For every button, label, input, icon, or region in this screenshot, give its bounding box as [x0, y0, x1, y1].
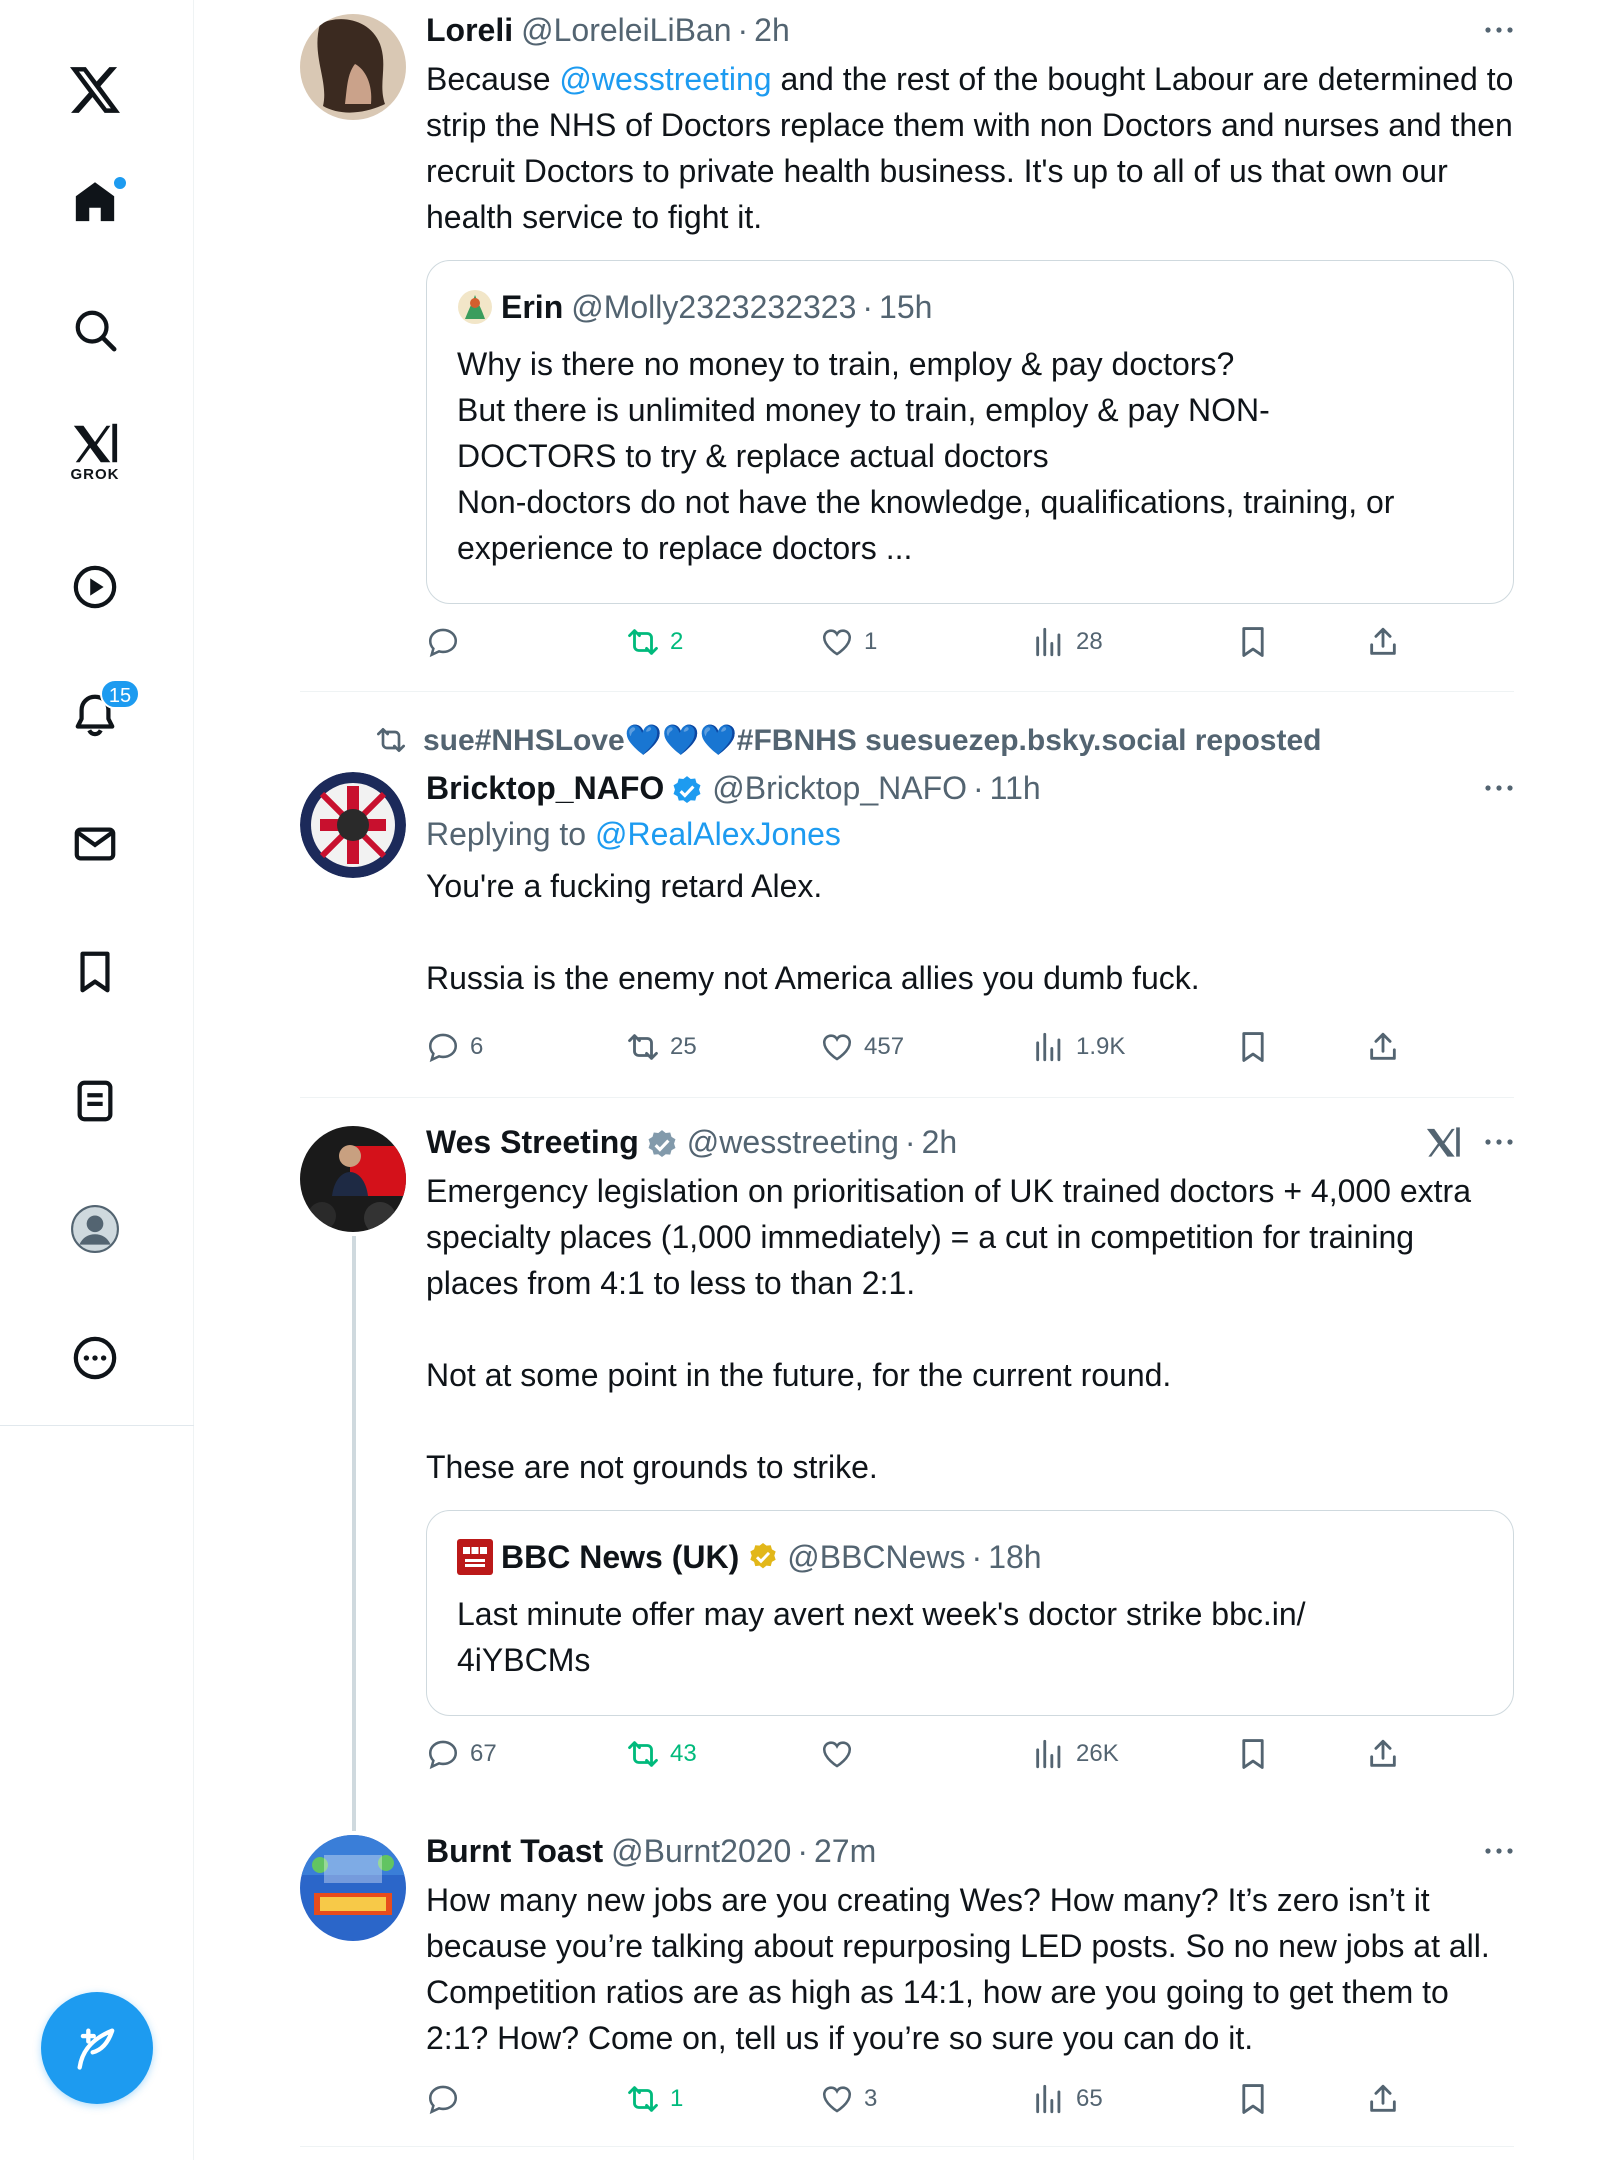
- sidebar-nav: [0, 0, 194, 2160]
- reply-button[interactable]: [426, 1732, 497, 1776]
- sidebar-item-grok[interactable]: [47, 404, 143, 500]
- sidebar-item-more[interactable]: [47, 1310, 143, 1406]
- replying-to: [426, 811, 1514, 857]
- compose-post-icon: [71, 2022, 123, 2074]
- mention-link[interactable]: @RealAlexJones: [594, 816, 841, 852]
- repost-button[interactable]: [626, 1025, 697, 1069]
- view-count: 65: [1076, 2085, 1103, 2112]
- tweet-header: [426, 10, 1514, 50]
- verified-gold-badge-icon: [747, 1541, 779, 1573]
- verified-badge-icon: [670, 774, 704, 808]
- repost-count: 43: [670, 1740, 697, 1767]
- ellipsis-icon: [1484, 1138, 1514, 1146]
- profile-icon: [70, 1204, 120, 1254]
- text-segment: Because: [426, 61, 560, 97]
- verified-badge-icon: [645, 1128, 679, 1162]
- view-count: 1.9K: [1076, 1033, 1126, 1060]
- separator-dot: ·: [737, 12, 749, 48]
- repost-count: 1: [670, 2085, 684, 2112]
- sidebar-item-bookmarks[interactable]: [47, 924, 143, 1020]
- thread-connector: [352, 1236, 356, 1831]
- sidebar-divider: [0, 1425, 194, 1426]
- repost-icon: [626, 625, 660, 659]
- like-button[interactable]: [820, 1025, 904, 1069]
- bookmark-button[interactable]: [1236, 1732, 1270, 1776]
- repost-button[interactable]: [626, 2077, 683, 2121]
- repost-icon: [626, 1030, 660, 1064]
- bookmark-icon: [1236, 1030, 1270, 1064]
- like-button[interactable]: [820, 2077, 877, 2121]
- author-handle[interactable]: @LoreleiLiBan: [521, 12, 732, 48]
- tweet-header: [426, 1122, 1514, 1162]
- sidebar-item-lists[interactable]: [47, 1053, 143, 1149]
- tweet-divider: [300, 691, 1514, 692]
- play-icon: [72, 564, 118, 610]
- more-options-button[interactable]: [1474, 1835, 1514, 1867]
- reply-button[interactable]: [426, 2077, 470, 2121]
- quote-header: [457, 1537, 1483, 1577]
- tweet-text: How many new jobs are you creating Wes? How many? It’s zero isn’t it because you’re talking about repurposing LED posts. So no new jobs at all. Competition ratios are as high as 14:1, how are you going to get them to 2:1? How? Come on, tell us if you’re so sure you can do it.: [426, 1882, 1499, 2056]
- ellipsis-icon: [1484, 1847, 1514, 1855]
- share-icon: [1366, 2082, 1400, 2116]
- sidebar-item-profile[interactable]: [47, 1181, 143, 1277]
- avatar[interactable]: [300, 1126, 406, 1232]
- reply-button[interactable]: [426, 620, 470, 664]
- share-icon: [1366, 1030, 1400, 1064]
- author-handle[interactable]: @Burnt2020: [611, 1833, 792, 1869]
- separator-dot: ·: [971, 1539, 983, 1575]
- tweet-text: You're a fucking retard Alex. Russia is the enemy not America allies you dumb fuck.: [426, 868, 1200, 996]
- avatar[interactable]: [300, 772, 406, 878]
- like-button[interactable]: [820, 620, 877, 664]
- views-button[interactable]: [1032, 620, 1103, 664]
- tweet-header: [426, 1831, 1514, 1871]
- separator-dot: ·: [797, 1833, 808, 1869]
- mail-icon: [72, 821, 118, 867]
- sidebar-item-home[interactable]: [47, 154, 143, 250]
- author-name[interactable]: Wes Streeting: [426, 1124, 639, 1160]
- quote-timestamp: 18h: [988, 1539, 1042, 1575]
- bookmark-button[interactable]: [1236, 620, 1270, 664]
- home-icon: [72, 179, 118, 225]
- views-icon: [1032, 625, 1066, 659]
- grok-icon: [70, 421, 120, 465]
- ellipsis-icon: [1484, 26, 1514, 34]
- sidebar-item-video[interactable]: [47, 539, 143, 635]
- like-count: 457: [864, 1033, 905, 1060]
- views-button[interactable]: [1032, 1732, 1119, 1776]
- timeline: [195, 0, 1620, 2160]
- reply-icon: [426, 1030, 460, 1064]
- author-handle[interactable]: @wesstreeting: [686, 1124, 899, 1160]
- avatar: [457, 289, 493, 325]
- quote-header: [457, 287, 1483, 327]
- timestamp[interactable]: 11h: [989, 770, 1041, 806]
- views-icon: [1032, 1030, 1066, 1064]
- share-button[interactable]: [1366, 2077, 1400, 2121]
- search-icon: [72, 307, 118, 353]
- repost-button[interactable]: [626, 620, 683, 664]
- bookmark-button[interactable]: [1236, 1025, 1270, 1069]
- bookmark-icon: [1236, 2082, 1270, 2116]
- tweet-header: [426, 768, 1514, 808]
- heart-icon: [820, 1737, 854, 1771]
- repost-count: 2: [670, 628, 684, 655]
- views-icon: [1032, 1737, 1066, 1771]
- quote-author-name: BBC News (UK): [501, 1539, 740, 1575]
- avatar[interactable]: [300, 1835, 406, 1941]
- share-button[interactable]: [1366, 1025, 1400, 1069]
- separator-dot: ·: [904, 1124, 916, 1160]
- x-logo-icon[interactable]: [47, 42, 143, 138]
- grok-icon: [1424, 1124, 1462, 1160]
- author-name[interactable]: Bricktop_NAFO: [426, 770, 665, 806]
- tweet-actions: [426, 1025, 1514, 1069]
- repost-icon: [626, 2082, 660, 2116]
- views-button[interactable]: [1032, 1025, 1125, 1069]
- view-count: 28: [1076, 628, 1103, 655]
- sidebar-item-messages[interactable]: [47, 796, 143, 892]
- sidebar-item-notifications[interactable]: [47, 667, 143, 763]
- timestamp[interactable]: 2h: [754, 12, 790, 48]
- reply-icon: [426, 2082, 460, 2116]
- replying-to-label: Replying to: [426, 816, 595, 852]
- bookmark-icon: [1236, 625, 1270, 659]
- more-circle-icon: [72, 1335, 118, 1381]
- bookmark-icon: [1236, 1737, 1270, 1771]
- tweet-actions: [426, 620, 1514, 664]
- new-posts-dot: [112, 175, 128, 191]
- author-name[interactable]: Loreli: [426, 12, 514, 48]
- repost-button[interactable]: [626, 1732, 697, 1776]
- like-count: 3: [864, 2085, 878, 2112]
- quote-author-handle: @BBCNews: [787, 1539, 966, 1575]
- reply-count: 6: [470, 1033, 484, 1060]
- avatar[interactable]: [300, 14, 406, 120]
- view-count: 26K: [1076, 1740, 1119, 1767]
- grok-label: GROK: [70, 466, 120, 483]
- quoted-tweet[interactable]: [426, 1510, 1514, 1716]
- list-icon: [72, 1078, 118, 1124]
- reply-icon: [426, 1737, 460, 1771]
- views-icon: [1032, 2082, 1066, 2116]
- like-count: 1: [864, 628, 878, 655]
- separator-dot: ·: [862, 289, 874, 325]
- compose-post-button[interactable]: [41, 1992, 153, 2104]
- separator-dot: ·: [973, 770, 984, 806]
- timestamp[interactable]: 2h: [921, 1124, 958, 1160]
- reposted-by: [375, 720, 1321, 760]
- reposted-by-label[interactable]: sue#NHSLove💙💙💙#FBNHS suesuezep.bsky.social reposted: [423, 723, 1322, 757]
- views-button[interactable]: [1032, 2077, 1103, 2121]
- grok-button[interactable]: [1424, 1124, 1462, 1165]
- timestamp[interactable]: 27m: [813, 1833, 877, 1869]
- author-handle[interactable]: @Bricktop_NAFO: [712, 770, 968, 806]
- reply-button[interactable]: [426, 1025, 483, 1069]
- share-icon: [1366, 625, 1400, 659]
- quote-text: Last minute offer may avert next week's doctor strike bbc.in/ 4iYBCMs: [457, 1596, 1306, 1678]
- tweet-text: Emergency legislation on prioritisation of UK trained doctors + 4,000 extra specialty places (1,000 immediately) = a cut in competition for training places from 4:1 to less to than 2:1. Not at some point in the future, for the current round. These are not grounds to strike.: [426, 1173, 1471, 1485]
- like-button[interactable]: [820, 1732, 864, 1776]
- reply-count: 67: [470, 1740, 497, 1767]
- quote-timestamp: 15h: [879, 289, 933, 325]
- bookmark-icon: [72, 949, 118, 995]
- repost-icon: [375, 724, 407, 756]
- bbc-news-logo-icon: [457, 1539, 493, 1575]
- share-icon: [1366, 1737, 1400, 1771]
- tweet-divider: [300, 1097, 1514, 1098]
- tweet-actions: [426, 1732, 1514, 1776]
- notifications-badge: 15: [100, 679, 140, 709]
- bookmark-button[interactable]: [1236, 2077, 1270, 2121]
- author-name[interactable]: Burnt Toast: [426, 1833, 604, 1869]
- tweet-actions: [426, 2077, 1514, 2121]
- quote-author-handle: @Molly2323232323: [571, 289, 857, 325]
- more-options-button[interactable]: [1474, 14, 1514, 46]
- more-options-button[interactable]: [1474, 1126, 1514, 1158]
- mention-link[interactable]: @wesstreeting: [559, 61, 772, 97]
- tweet-text: [426, 56, 1523, 240]
- quote-text: Why is there no money to train, employ & pay doctors? But there is unlimited money to train, employ & pay NON- DOCTORS to try & replace actual doctors Non-doctors do not have the knowledge, qualifications, training, or experience to replace doctors ...: [457, 346, 1395, 566]
- heart-icon: [820, 625, 854, 659]
- tweet-divider: [300, 2146, 1514, 2147]
- quoted-tweet[interactable]: [426, 260, 1514, 604]
- heart-icon: [820, 2082, 854, 2116]
- ellipsis-icon: [1484, 784, 1514, 792]
- quote-author-name: Erin: [501, 289, 564, 325]
- sidebar-item-search[interactable]: [47, 282, 143, 378]
- text-segment: and the rest of the bought Labour are determined to strip the NHS of Doctors replace them with non Doctors and nurses and then recruit Doctors to private health business. It's up to all of us that own our health service to fight it.: [426, 61, 1523, 235]
- more-options-button[interactable]: [1474, 772, 1514, 804]
- repost-count: 25: [670, 1033, 697, 1060]
- repost-icon: [626, 1737, 660, 1771]
- reply-icon: [426, 625, 460, 659]
- heart-icon: [820, 1030, 854, 1064]
- share-button[interactable]: [1366, 1732, 1400, 1776]
- share-button[interactable]: [1366, 620, 1400, 664]
